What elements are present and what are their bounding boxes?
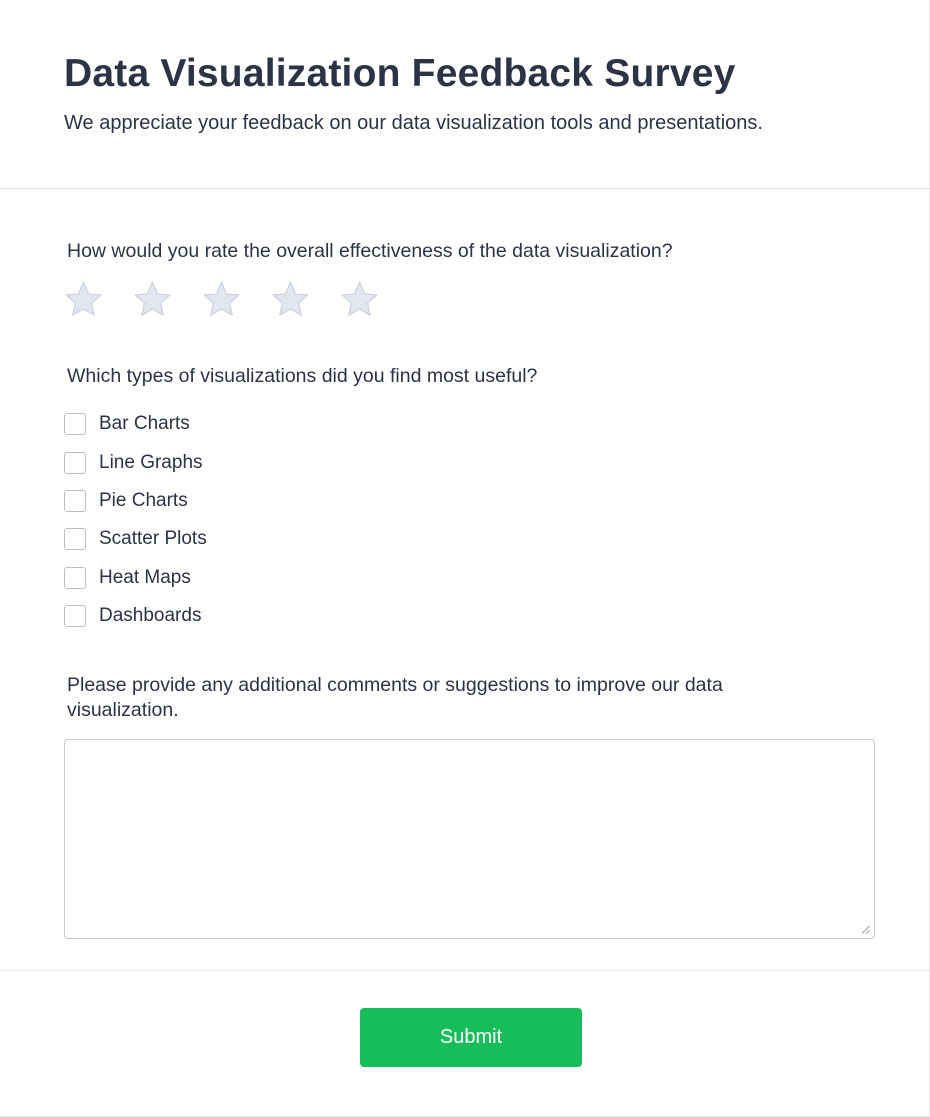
option-scatter-plots[interactable] [64,520,207,558]
types-question-label: Which types of visualizations did you find most useful? [67,365,538,387]
option-label: Heat Maps [99,566,191,588]
star-icon[interactable] [64,280,103,319]
visualization-type-options [64,405,207,635]
option-bar-charts[interactable] [64,405,207,443]
option-heat-maps[interactable] [64,559,207,597]
option-label: Bar Charts [99,413,190,435]
star-icon[interactable] [340,280,379,319]
option-line-graphs[interactable] [64,443,207,481]
checkbox[interactable] [64,528,86,550]
submit-button[interactable]: Submit [360,1008,582,1067]
star-icon[interactable] [202,280,241,319]
star-icon[interactable] [133,280,172,319]
rating-question-label: How would you rate the overall effectiveness of the data visualization? [67,240,673,262]
option-label: Pie Charts [99,489,188,511]
footer-divider [0,970,929,971]
checkbox[interactable] [64,413,86,435]
option-dashboards[interactable] [64,597,207,635]
resize-handle-icon[interactable] [861,925,870,934]
page-subtitle: We appreciate your feedback on our data visualization tools and presentations. [64,112,763,134]
option-label: Scatter Plots [99,528,207,550]
star-icon[interactable] [271,280,310,319]
comments-textarea[interactable] [64,739,875,939]
option-label: Line Graphs [99,451,203,473]
option-label: Dashboards [99,605,202,627]
checkbox[interactable] [64,605,86,627]
survey-header [0,0,929,189]
page-title: Data Visualization Feedback Survey [64,52,736,95]
checkbox[interactable] [64,452,86,474]
option-pie-charts[interactable] [64,482,207,520]
comments-question-label: Please provide any additional comments or suggestions to improve our data visualization. [67,674,723,721]
checkbox[interactable] [64,567,86,589]
checkbox[interactable] [64,490,86,512]
star-rating [64,280,379,319]
